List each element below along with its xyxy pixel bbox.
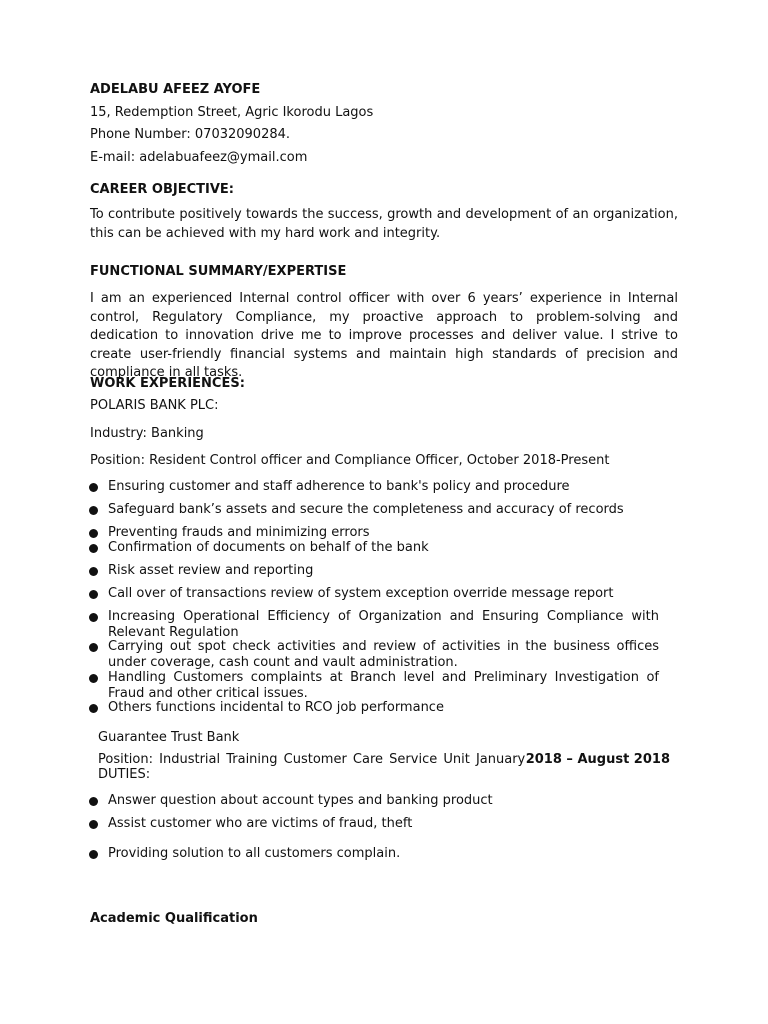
functional-summary-heading: FUNCTIONAL SUMMARY/EXPERTISE — [90, 264, 347, 279]
bullet-icon — [89, 590, 98, 599]
duty-text: Assist customer who are victims of fraud, theft — [108, 816, 413, 831]
job2-position-text: Position: Industrial Training Customer Care Service Unit January — [98, 752, 526, 767]
bullet-icon — [89, 567, 98, 576]
bullet-icon — [89, 850, 98, 859]
career-objective-text: To contribute positively towards the success, growth and development of an organization, this can be achieved with my hard work and integrity. — [90, 207, 678, 241]
phone-line: Phone Number: 07032090284. — [90, 127, 291, 142]
duty-text: Increasing Operational Efficiency of Organization and Ensuring Compliance with Relevant Regulation — [108, 609, 659, 640]
job1-industry: Industry: Banking — [90, 426, 204, 441]
bullet-icon — [89, 613, 98, 622]
functional-summary-text: I am an experienced Internal control officer with over 6 years’ experience in Internal control, Regulatory Compliance, my proactive approach to problem-solving and dedication to innovation drive me to improve processes and deliver value. I strive to create user-friendly financial systems and maintain high standards of precision and compliance in all tasks. — [90, 291, 678, 380]
job2-duties-label: DUTIES: — [98, 767, 151, 782]
duty-text: Confirmation of documents on behalf of the bank — [108, 540, 429, 555]
duty-text: Safeguard bank’s assets and secure the completeness and accuracy of records — [108, 502, 624, 517]
candidate-name: ADELABU AFEEZ AYOFE — [90, 82, 261, 97]
bullet-icon — [89, 643, 98, 652]
address-line: 15, Redemption Street, Agric Ikorodu Lagos — [90, 105, 374, 120]
duty-text: Handling Customers complaints at Branch level and Preliminary Investigation of Fraud and other critical issues. — [108, 670, 659, 701]
duty-text: Others functions incidental to RCO job performance — [108, 700, 444, 715]
bullet-icon — [89, 797, 98, 806]
email-line: E-mail: adelabuafeez@ymail.com — [90, 150, 308, 165]
job1-company: POLARIS BANK PLC: — [90, 398, 219, 413]
job1-position: Position: Resident Control officer and Compliance Officer, October 2018-Present — [90, 453, 610, 468]
duty-text: Carrying out spot check activities and review of activities in the business offices under coverage, cash count and vault administration. — [108, 639, 659, 670]
bullet-icon — [89, 529, 98, 538]
bullet-icon — [89, 483, 98, 492]
duty-text: Preventing frauds and minimizing errors — [108, 525, 370, 540]
job2-position-dates: 2018 – August 2018 — [525, 752, 670, 767]
career-objective-heading: CAREER OBJECTIVE: — [90, 182, 234, 197]
work-experiences-heading: WORK EXPERIENCES: — [90, 376, 245, 391]
bullet-icon — [89, 544, 98, 553]
duty-text: Call over of transactions review of system exception override message report — [108, 586, 614, 601]
bullet-icon — [89, 820, 98, 829]
duty-text: Providing solution to all customers complain. — [108, 846, 401, 861]
bullet-icon — [89, 674, 98, 683]
job2-company: Guarantee Trust Bank — [98, 730, 240, 745]
bullet-icon — [89, 704, 98, 713]
duty-text: Answer question about account types and banking product — [108, 793, 493, 808]
job2-position — [98, 752, 670, 768]
duty-text: Risk asset review and reporting — [108, 563, 314, 578]
bullet-icon — [89, 506, 98, 515]
academic-qualification-heading: Academic Qualification — [90, 911, 258, 926]
duty-text: Ensuring customer and staff adherence to bank's policy and procedure — [108, 479, 570, 494]
